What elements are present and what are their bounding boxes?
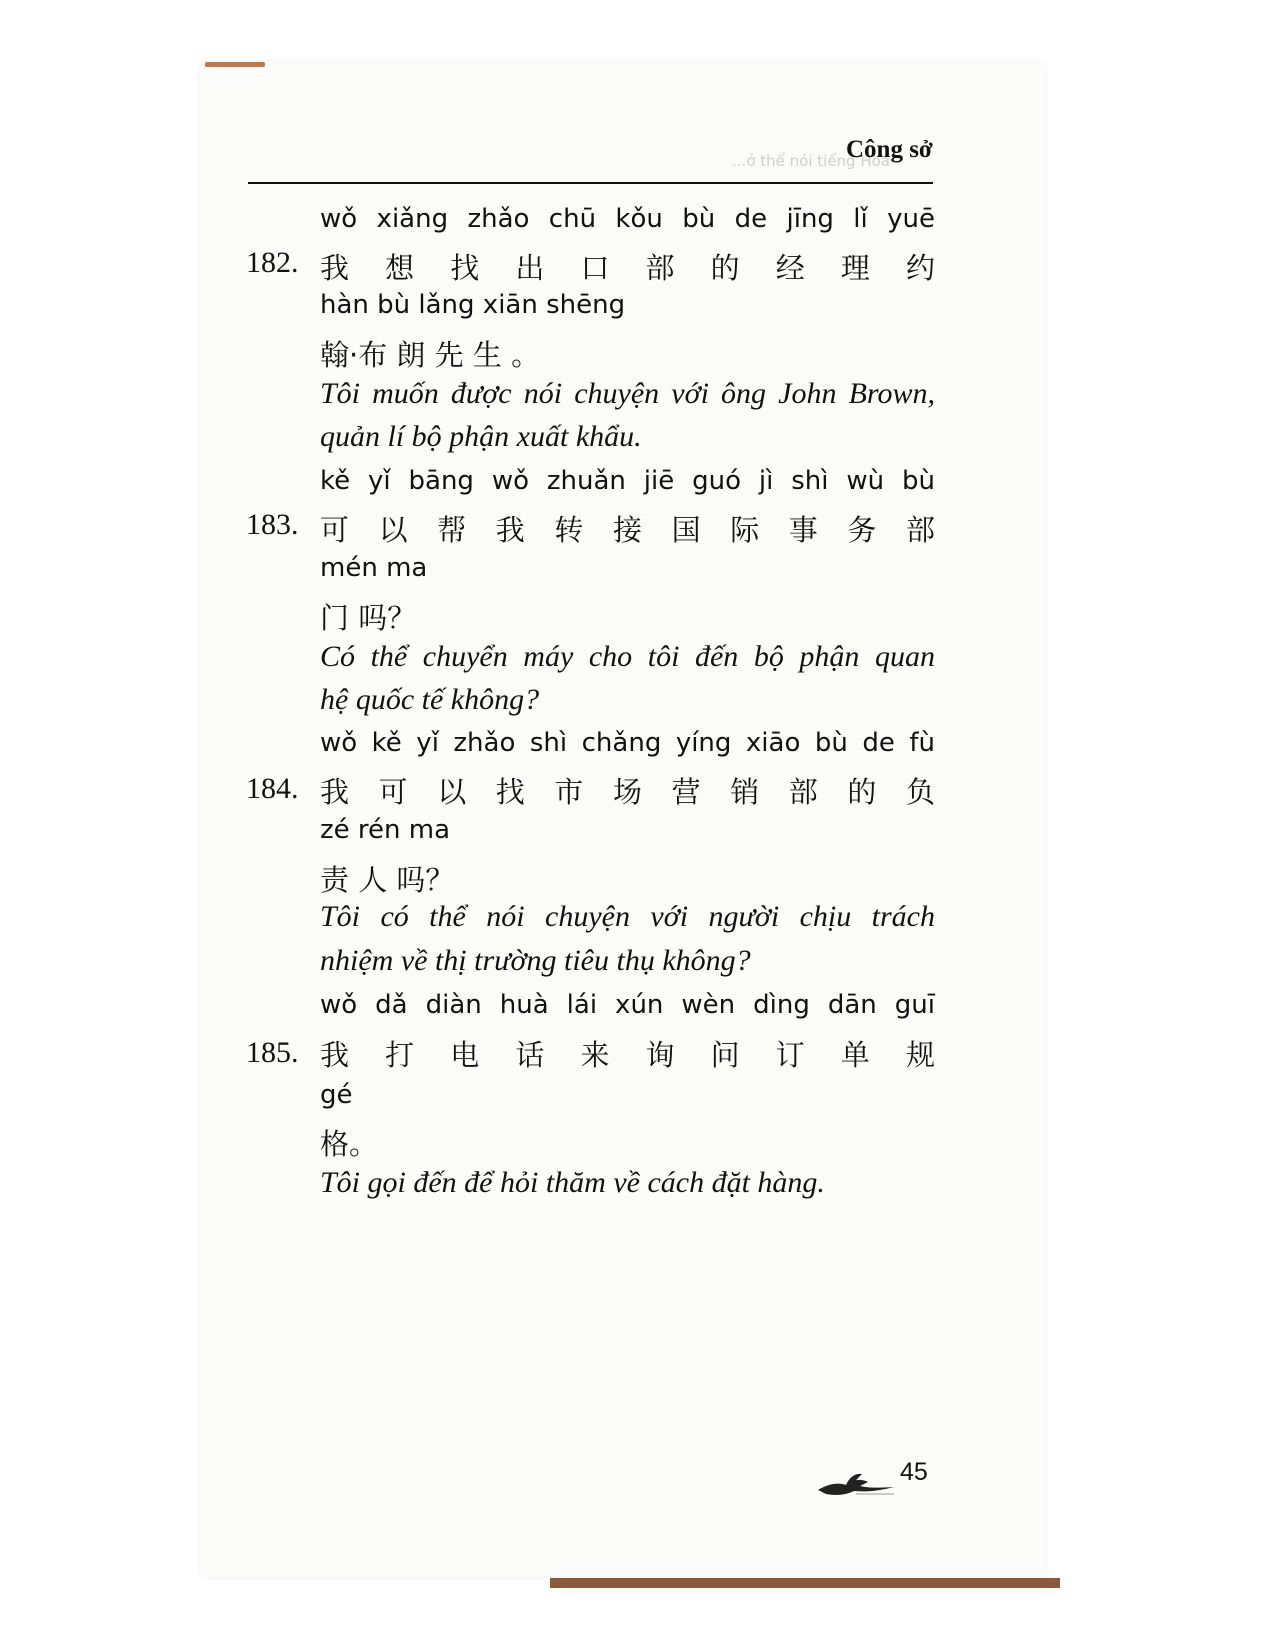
- vietnamese-translation: nhiệm về thị trường tiêu thụ không?: [320, 944, 751, 977]
- hanzi-line: 格。: [320, 1127, 379, 1161]
- hanzi-line: 可 以 帮 我 转 接 国 际 事 务 部: [320, 513, 935, 547]
- hanzi-line: 门 吗？: [320, 601, 417, 635]
- pinyin-line: wǒ xiǎng zhǎo chū kǒu bù de jīng lǐ yuē: [320, 204, 935, 234]
- vietnamese-translation: hệ quốc tế không?: [320, 683, 540, 716]
- pinyin-line: hàn bù lǎng xiān shēng: [320, 290, 626, 320]
- pinyin-line: wǒ kě yǐ zhǎo shì chǎng yíng xiāo bù de fù: [320, 728, 935, 758]
- pinyin-line: gé: [320, 1080, 353, 1110]
- vietnamese-translation: quản lí bộ phận xuất khẩu.: [320, 420, 642, 453]
- hanzi-line: 责 人 吗？: [320, 863, 455, 897]
- running-header: [0, 136, 1275, 176]
- hanzi-line: 我 想 找 出 口 部 的 经 理 约: [320, 251, 935, 285]
- pinyin-line: mén ma: [320, 553, 428, 583]
- pinyin-line: kě yǐ bāng wǒ zhuǎn jiē guó jì shì wù bù: [320, 466, 935, 496]
- page-edge-top: [205, 62, 265, 67]
- vietnamese-translation: Tôi có thể nói chuyện với người chịu trách: [320, 900, 935, 933]
- entry-number: 185.: [246, 1036, 299, 1069]
- entry-number: 182.: [246, 246, 299, 279]
- hanzi-line: 翰·布 朗 先 生 。: [320, 338, 541, 372]
- page-edge-bottom: [550, 1578, 1060, 1588]
- hanzi-line: 我 打 电 话 来 询 问 订 单 规: [320, 1038, 935, 1072]
- pinyin-line: wǒ dǎ diàn huà lái xún wèn dìng dān guī: [320, 990, 935, 1020]
- vietnamese-translation: Tôi gọi đến để hỏi thăm về cách đặt hàng.: [320, 1166, 825, 1199]
- section-title: Công sở: [846, 136, 933, 163]
- hanzi-line: 我 可 以 找 市 场 营 销 部 的 负: [320, 775, 935, 809]
- pinyin-line: zé rén ma: [320, 815, 451, 845]
- vietnamese-translation: Tôi muốn được nói chuyện với ông John Brown,: [320, 377, 935, 410]
- vietnamese-translation: Có thể chuyển máy cho tôi đến bộ phận quan: [320, 640, 935, 673]
- bird-ornament-icon: [816, 1470, 896, 1498]
- bleed-through-text: ...ở thể nói tiếng Hoa: [732, 152, 890, 170]
- page-number: 45: [900, 1458, 928, 1486]
- header-rule: [248, 182, 933, 184]
- entry-number: 184.: [246, 772, 299, 805]
- entry-number: 183.: [246, 508, 299, 541]
